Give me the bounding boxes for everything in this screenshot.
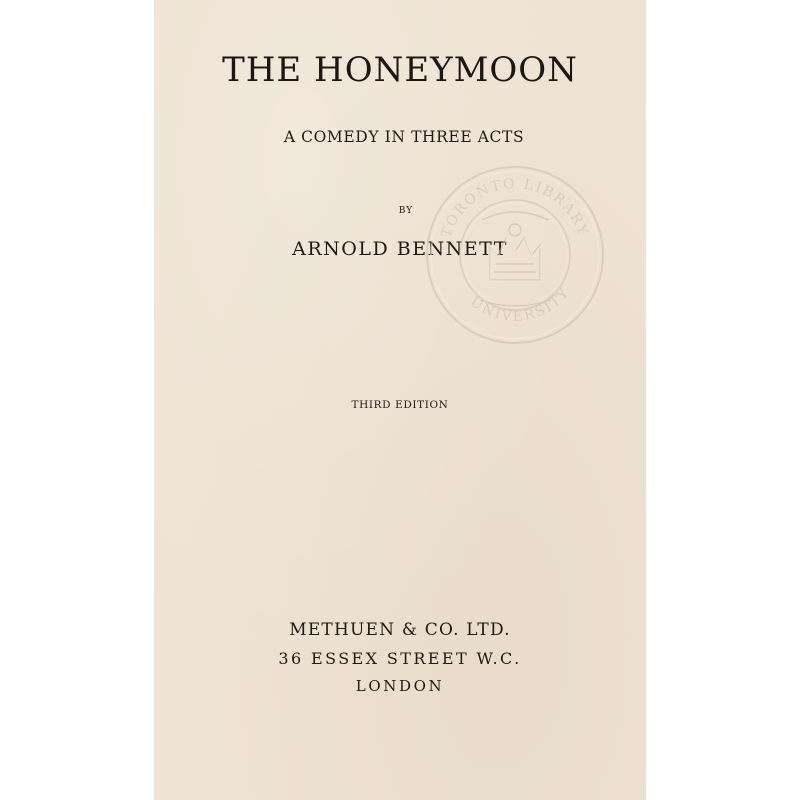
book-title: THE HONEYMOON [222,50,578,90]
publisher-address: 36 ESSEX STREET W.C. [278,649,522,668]
book-subtitle: A COMEDY IN THREE ACTS [283,128,525,146]
library-embossed-seal-icon [420,160,610,350]
publisher-name: METHUEN & CO. LTD. [289,620,511,640]
book-title-page [154,0,646,800]
svg-text:TORONTO LIBRARY: TORONTO LIBRARY [438,175,592,240]
edition-label: THIRD EDITION [351,399,449,411]
byline-label: BY [398,206,414,216]
svg-text:UNIVERSITY: UNIVERSITY [467,284,574,325]
publisher-city: LONDON [355,677,445,695]
author-name: ARNOLD BENNETT [292,238,508,260]
